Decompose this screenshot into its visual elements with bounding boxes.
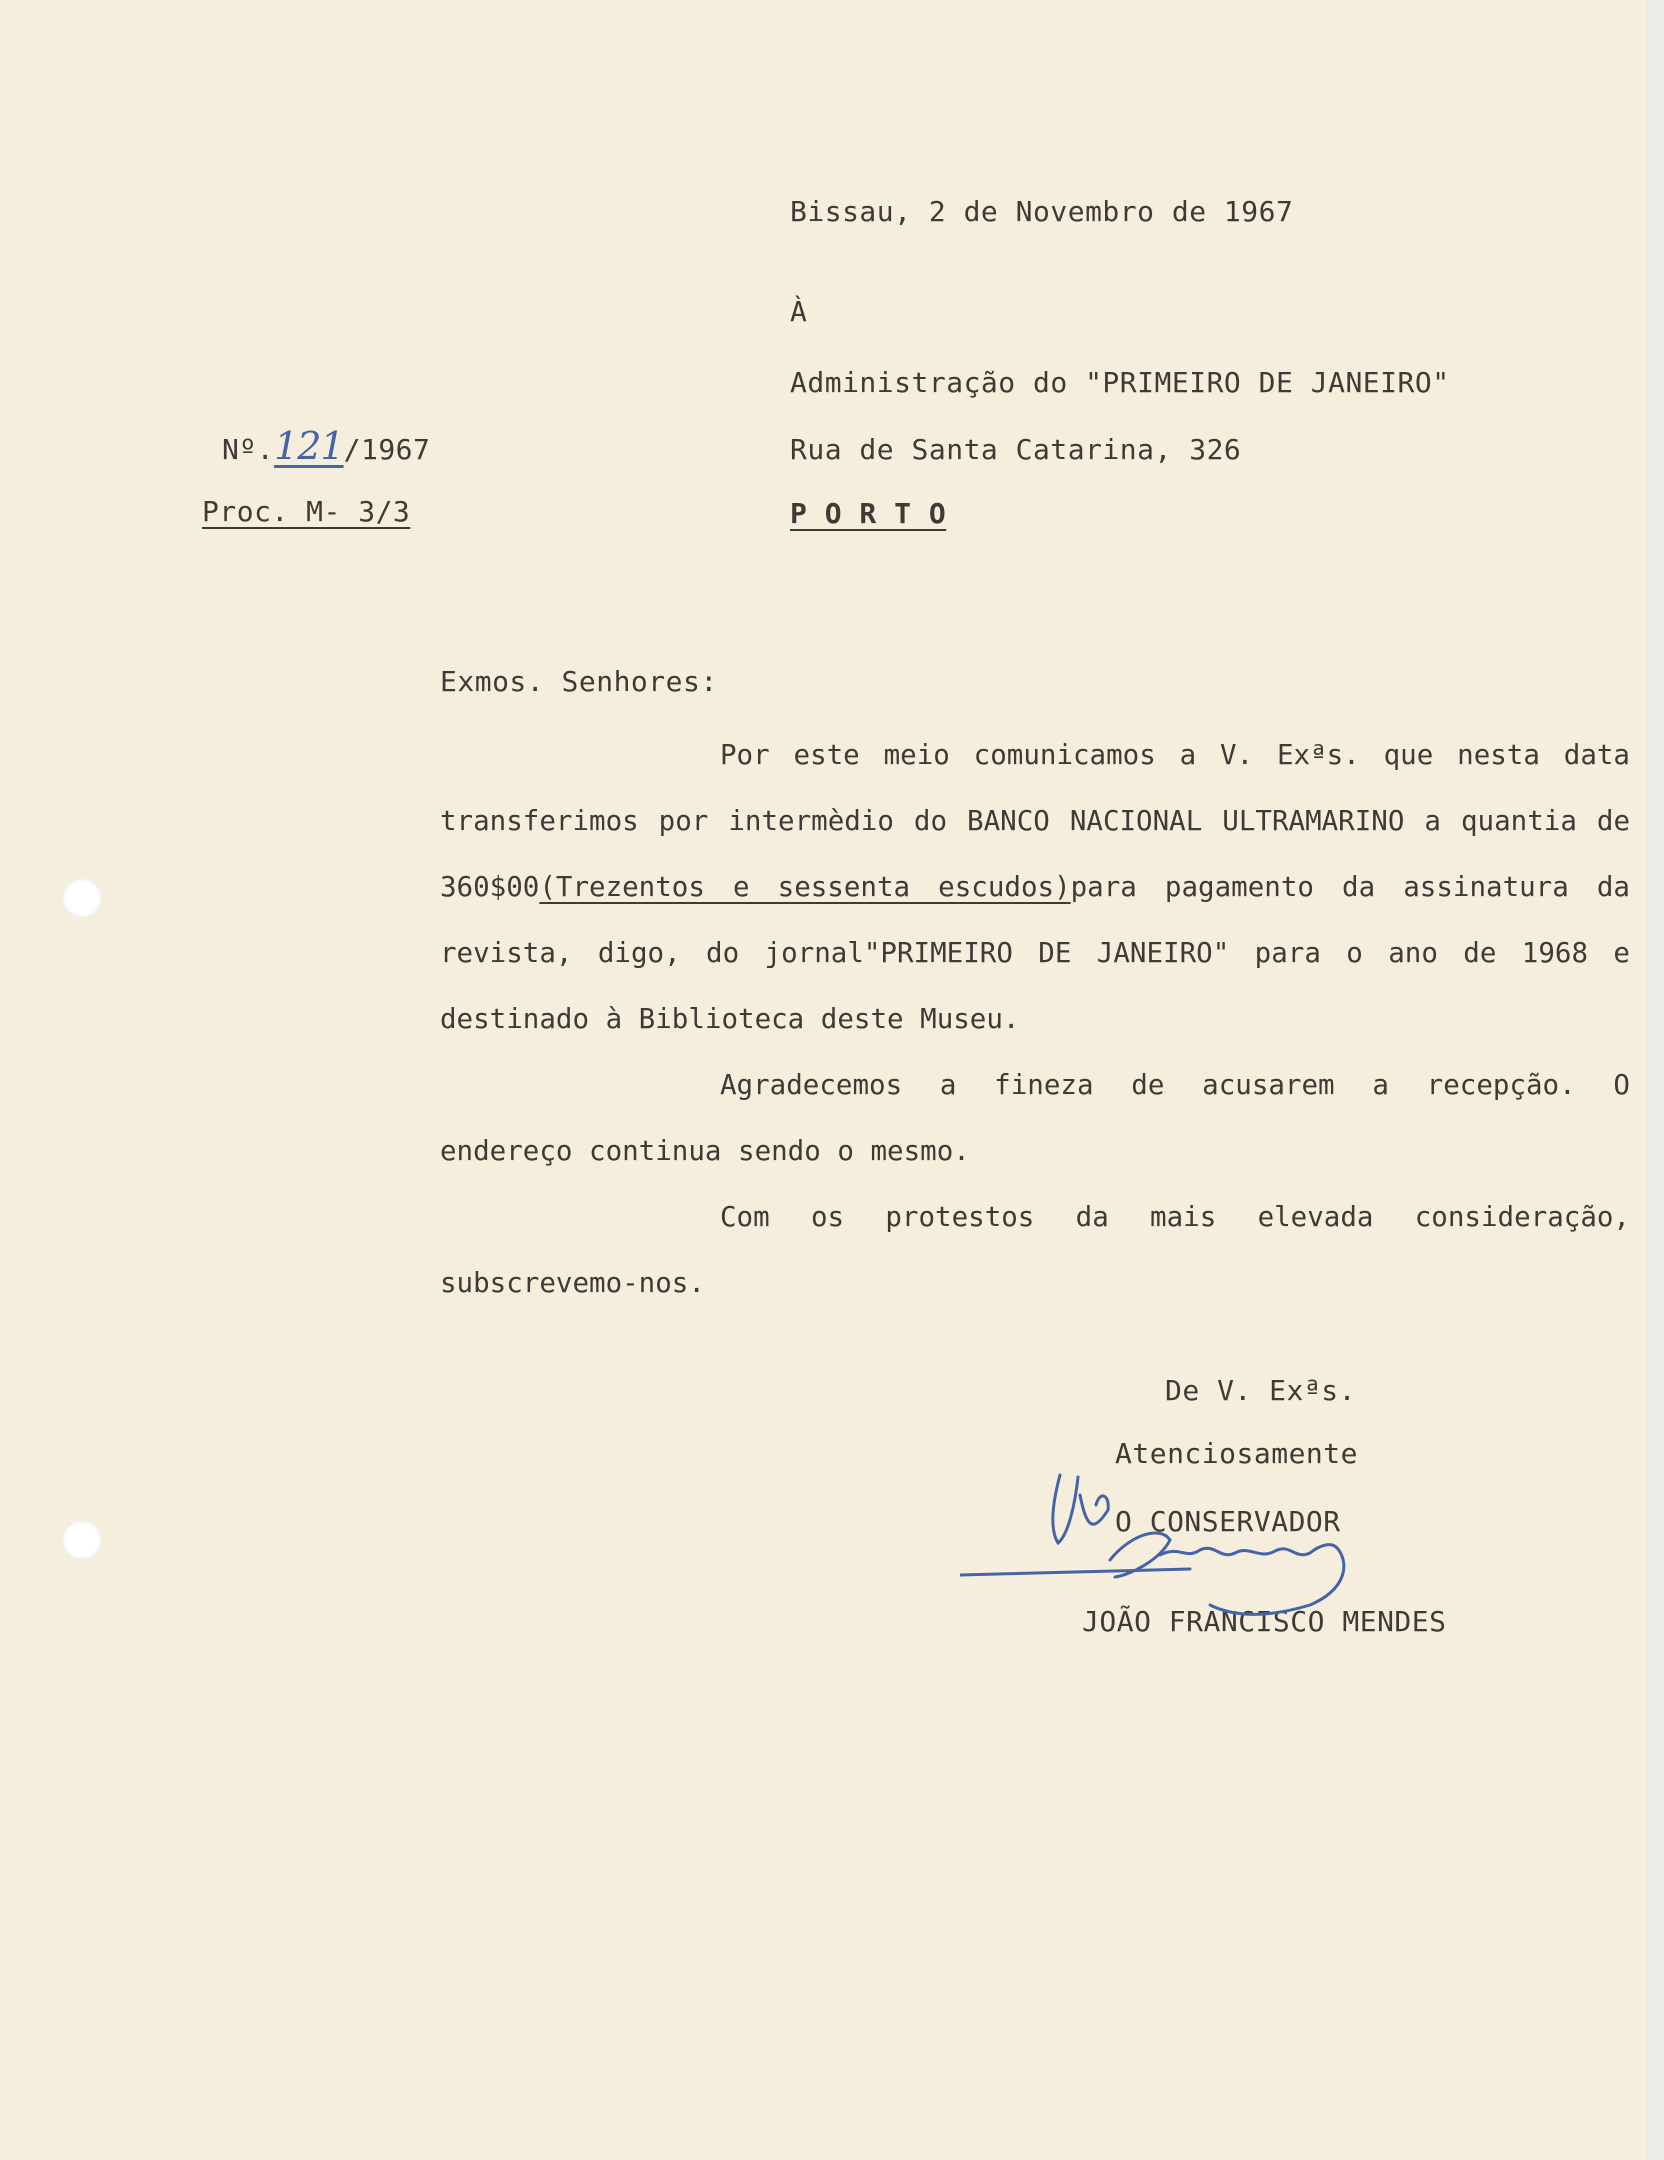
reference-number-year: /1967 <box>343 433 431 466</box>
signatory-name: JOÃO FRANCISCO MENDES <box>1082 1605 1447 1638</box>
paragraph-transfer-part-a: Por este meio comunicamos a V. Exªs. que nesta data transferimos por intermèdio do BANCO NACIONAL ULTRAMARINO a quantia de 360$00 <box>440 739 1630 903</box>
recipient-street: Rua de Santa Catarina, 326 <box>790 433 1242 466</box>
paragraph-transfer-part-b: para pagamento da assinatura da revista, digo, do jornal"PRIMEIRO DE JANEIRO" para o ano de 1968 e destinado à Biblioteca deste Museu. <box>440 871 1630 1035</box>
paragraph-acknowledgement: Agradecemos a fineza de acusarem a recepção. O endereço continua sendo o mesmo. <box>440 1069 1630 1167</box>
recipient-name: Administração do "PRIMEIRO DE JANEIRO" <box>790 366 1450 399</box>
signatory-title: O CONSERVADOR <box>1115 1505 1341 1538</box>
process-reference: Proc. M- 3/3 <box>202 495 411 528</box>
closing-valediction: Atenciosamente <box>1115 1437 1359 1470</box>
closing-courtesy: De V. Exªs. <box>1165 1374 1356 1407</box>
page-edge-shadow <box>1646 0 1664 2160</box>
reference-number-handwritten: 121 <box>274 424 344 468</box>
paragraph-transfer <box>440 722 1630 1052</box>
amount-in-words: (Trezentos e sessenta escudos) <box>539 871 1071 903</box>
punch-hole-lower <box>62 1520 102 1560</box>
recipient-prefix: À <box>790 295 808 328</box>
punch-hole-upper <box>62 878 102 918</box>
paragraph-closing: Com os protestos da mais elevada consideração, subscrevemo-nos. <box>440 1201 1630 1299</box>
reference-number-prefix: Nº. <box>222 433 275 466</box>
salutation: Exmos. Senhores: <box>440 665 718 698</box>
handwritten-signature <box>960 1465 1400 1635</box>
place-date: Bissau, 2 de Novembro de 1967 <box>790 195 1294 228</box>
reference-number <box>222 424 430 468</box>
recipient-city: P O R T O <box>790 497 947 530</box>
